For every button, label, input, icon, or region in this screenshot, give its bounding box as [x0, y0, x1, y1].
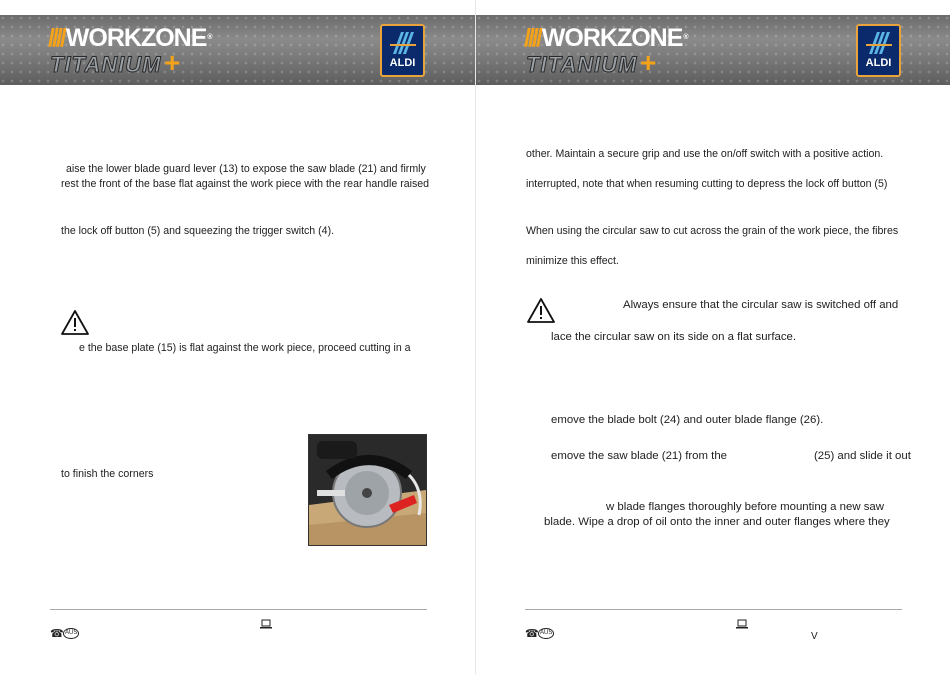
- page-mark: V: [811, 631, 818, 642]
- body-text-line: emove the saw blade (21) from the: [551, 450, 728, 462]
- laptop-icon: [736, 619, 748, 629]
- workzone-titanium-logo: ////WORKZONE® TITANIUM+: [48, 24, 212, 78]
- aldi-logo: ALDI: [856, 24, 901, 77]
- page-header: [476, 15, 950, 85]
- body-text-line: rest the front of the base flat against the work piece with the rear handle raised: [61, 178, 430, 190]
- body-text-line: (25) and slide it out: [814, 450, 911, 462]
- footer-divider: [525, 609, 902, 610]
- right-page: [475, 0, 950, 674]
- body-text-line: minimize this effect.: [526, 255, 619, 267]
- body-text-line: blade. Wipe a drop of oil onto the inner and outer flanges where they: [544, 516, 890, 528]
- warning-text-line: Always ensure that the circular saw is switched off and: [623, 299, 899, 311]
- laptop-icon: [260, 619, 272, 629]
- body-text-line: w blade flanges thoroughly before mounting a new saw: [606, 501, 884, 513]
- body-text-line: aise the lower blade guard lever (13) to expose the saw blade (21) and firmly: [66, 163, 426, 175]
- phone-icon: ☎: [525, 628, 539, 640]
- body-text-line: the lock off button (5) and squeezing the trigger switch (4).: [61, 225, 335, 237]
- warning-triangle-icon: [60, 309, 90, 336]
- body-text-line: emove the blade bolt (24) and outer blade flange (26).: [551, 414, 824, 426]
- footer-divider: [50, 609, 427, 610]
- body-text-line: interrupted, note that when resuming cutting to depress the lock off button (5): [526, 178, 888, 190]
- body-text-line: lace the circular saw on its side on a flat surface.: [551, 331, 797, 343]
- workzone-titanium-logo: ////WORKZONE® TITANIUM+: [524, 24, 688, 78]
- warning-triangle-icon: [526, 297, 556, 324]
- page-header: [0, 15, 475, 85]
- body-text-line: When using the circular saw to cut across the grain of the work piece, the fibres: [526, 225, 899, 237]
- aus-badge: AUS: [63, 628, 79, 639]
- aus-badge: AUS: [538, 628, 554, 639]
- body-text-line: e the base plate (15) is flat against the work piece, proceed cutting in a: [79, 342, 411, 354]
- aldi-logo: ALDI: [380, 24, 425, 77]
- body-text-line: to finish the corners: [61, 468, 154, 480]
- body-text-line: other. Maintain a secure grip and use the on/off switch with a positive action.: [526, 148, 884, 160]
- circular-saw-photo: [308, 434, 427, 546]
- phone-icon: ☎: [50, 628, 64, 640]
